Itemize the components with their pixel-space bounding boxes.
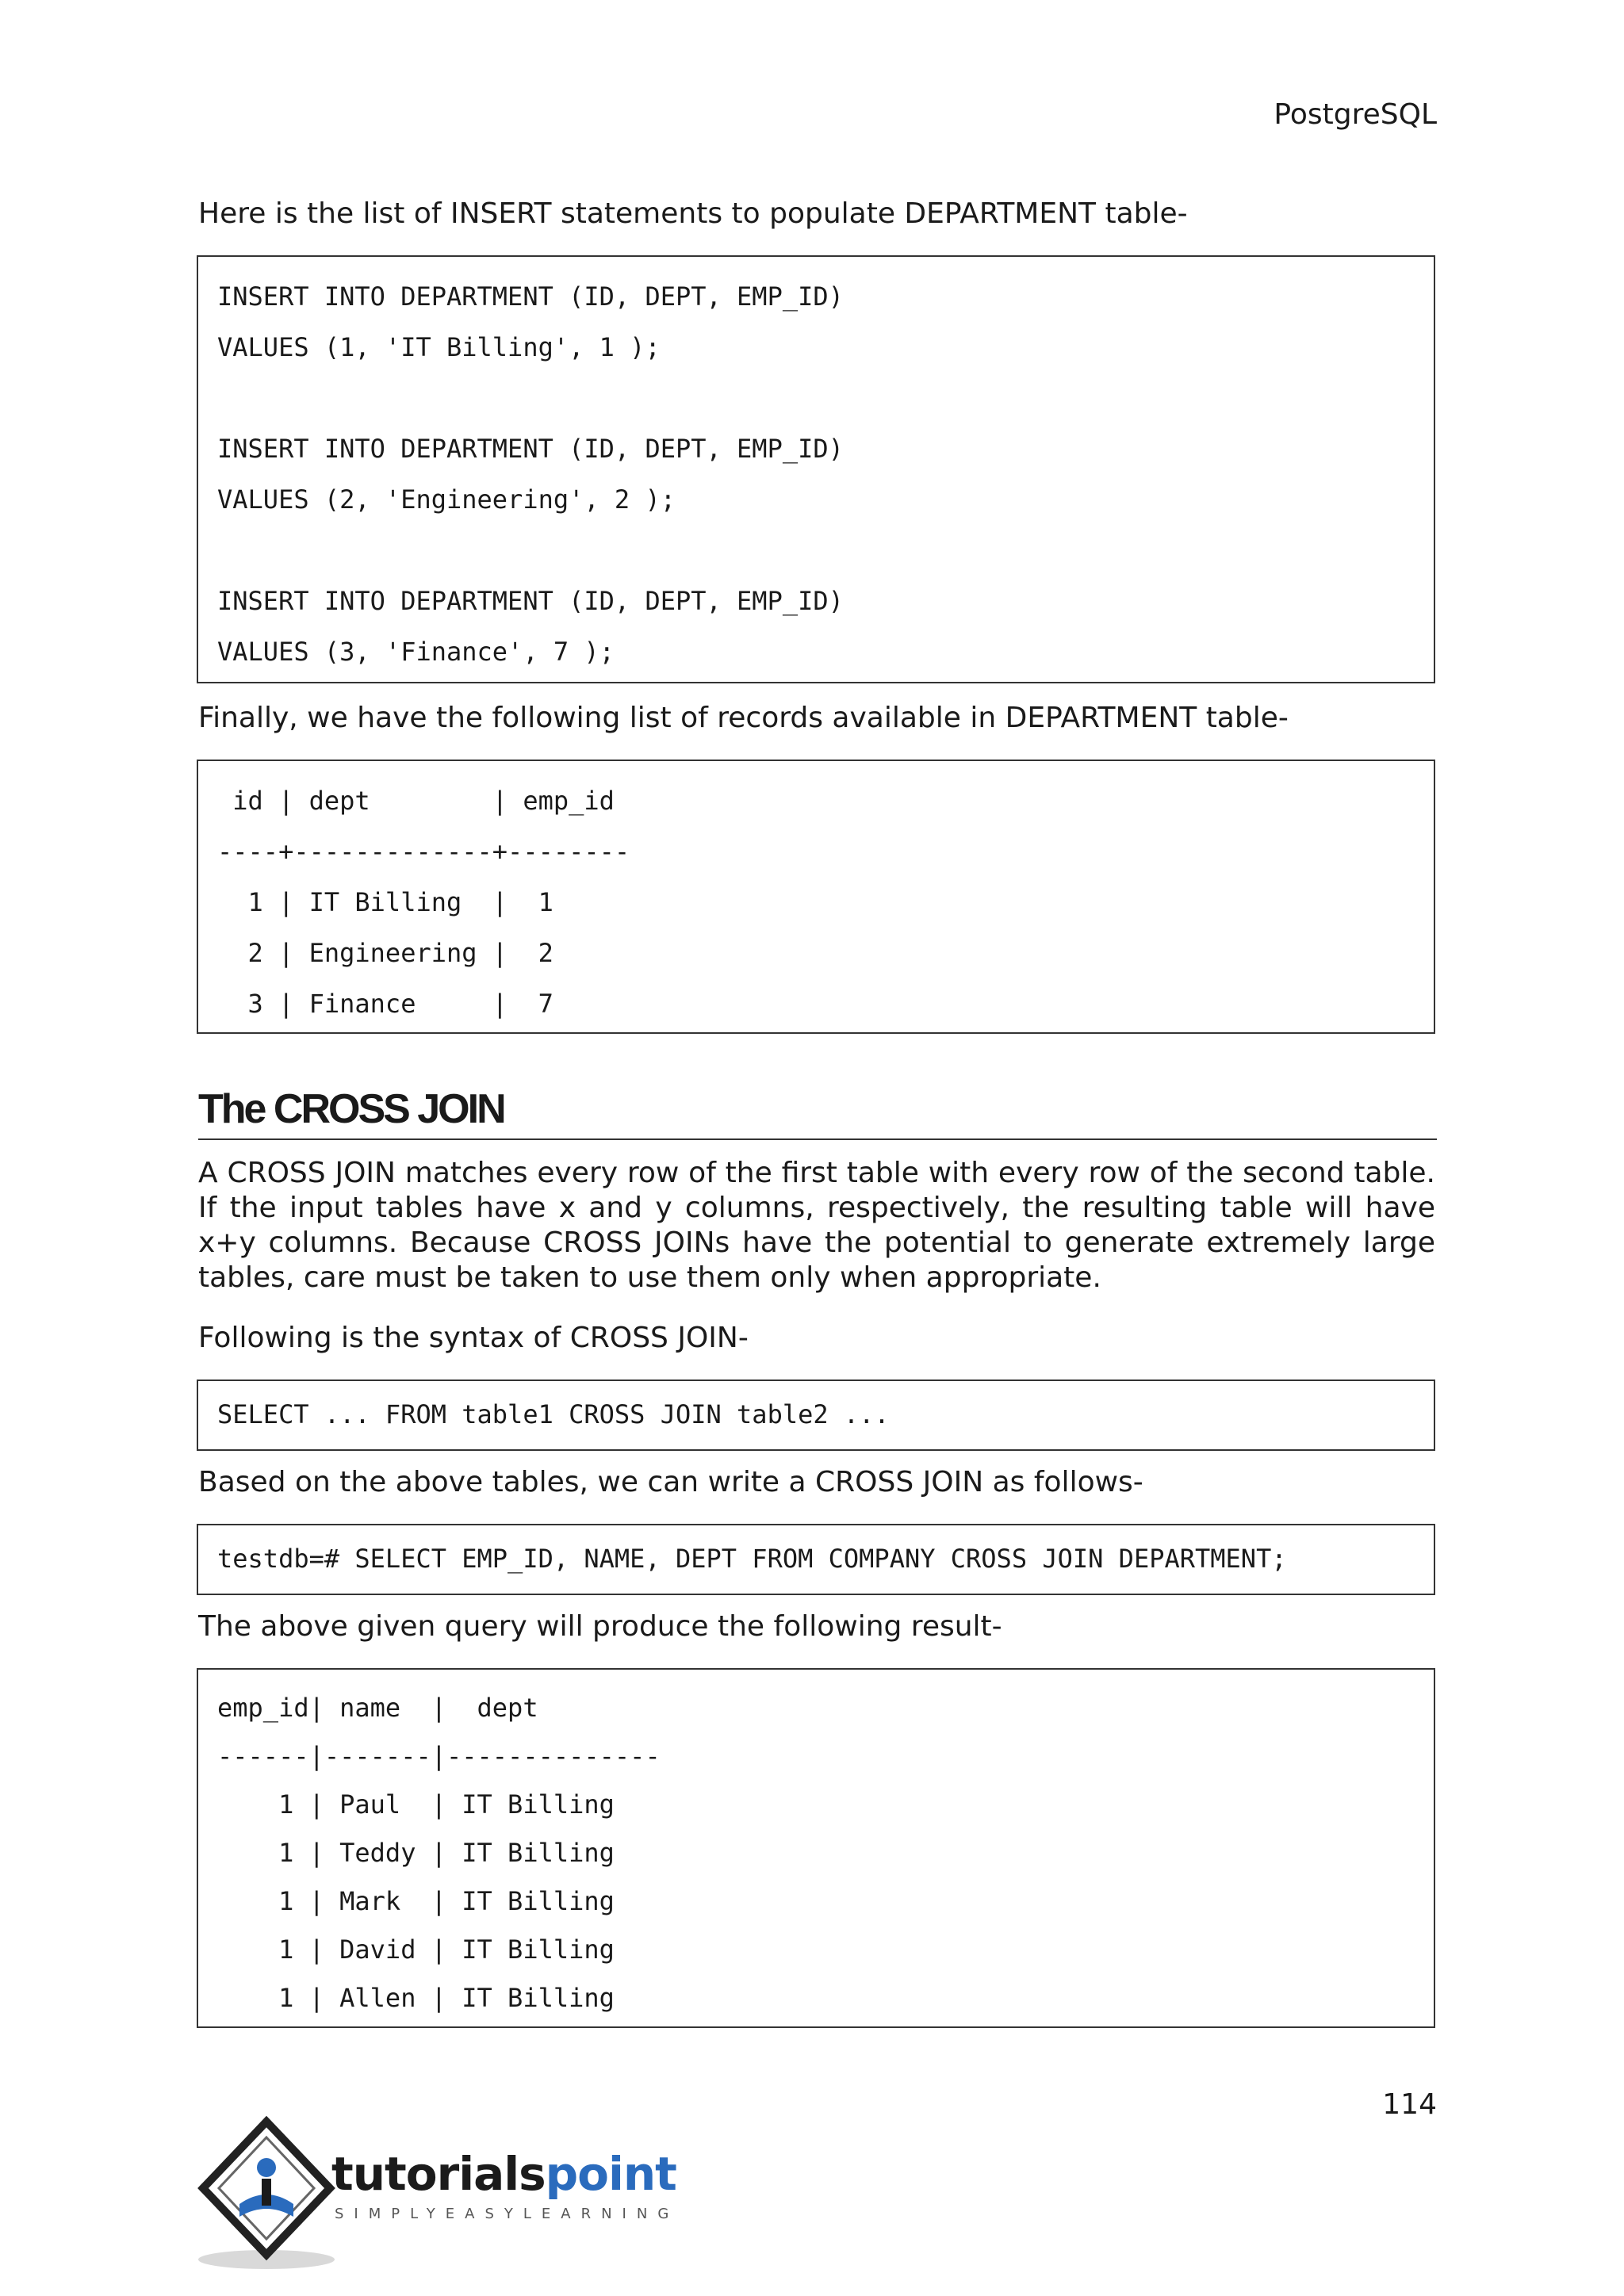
records-intro-text: Finally, we have the following list of records available in DEPARTMENT table-	[198, 702, 1289, 734]
result-table-block	[197, 1668, 1435, 2028]
tutorialspoint-logo	[193, 2115, 685, 2274]
logo-wordmark	[331, 2147, 676, 2201]
logo-tagline: SIMPLYEASYLEARNING	[335, 2206, 680, 2222]
code-line: id | dept | emp_id	[217, 786, 615, 816]
code-line: INSERT INTO DEPARTMENT (ID, DEPT, EMP_ID)	[217, 586, 844, 616]
code-line: emp_id| name | dept	[217, 1693, 538, 1723]
insert-intro-text: Here is the list of INSERT statements to populate DEPARTMENT table-	[198, 197, 1188, 230]
syntax-intro-text: Following is the syntax of CROSS JOIN-	[198, 1322, 749, 1354]
logo-diamond-icon	[193, 2115, 344, 2274]
code-line: VALUES (2, 'Engineering', 2 );	[217, 484, 676, 515]
code-line: testdb=# SELECT EMP_ID, NAME, DEPT FROM COMPANY CROSS JOIN DEPARTMENT;	[217, 1544, 1287, 1574]
code-line: 1 | Paul | IT Billing	[217, 1789, 615, 1820]
code-line: VALUES (1, 'IT Billing', 1 );	[217, 332, 661, 362]
code-line: 1 | Allen | IT Billing	[217, 1983, 615, 2013]
code-line: 1 | IT Billing | 1	[217, 887, 553, 917]
example-intro-text: Based on the above tables, we can write a CROSS JOIN as follows-	[198, 1466, 1143, 1498]
code-line: INSERT INTO DEPARTMENT (ID, DEPT, EMP_ID)	[217, 281, 844, 312]
syntax-code-block	[197, 1380, 1435, 1451]
section-heading: The CROSS JOIN	[198, 1083, 1437, 1140]
records-table-block	[197, 760, 1435, 1034]
code-line: 1 | Mark | IT Billing	[217, 1886, 615, 1916]
code-line: VALUES (3, 'Finance', 7 );	[217, 637, 615, 667]
code-line	[217, 525, 1434, 576]
logo-wordmark-part1: tutorials	[331, 2147, 546, 2201]
code-line: ------|-------|--------------	[217, 1741, 661, 1771]
section-description: A CROSS JOIN matches every row of the first table with every row of the second table. If the input tables have x and y columns, respectively, the resulting table will have x+y columns. Because CROSS JOINs have the potential to generate extremely large tables, care must be taken to use them only when appropriate.	[198, 1157, 1435, 1294]
result-intro-text: The above given query will produce the following result-	[198, 1610, 1002, 1643]
example-code-block	[197, 1524, 1435, 1595]
running-header: PostgreSQL	[1274, 98, 1437, 131]
code-line	[217, 373, 1434, 423]
page-number: 114	[1382, 2088, 1437, 2121]
code-line: INSERT INTO DEPARTMENT (ID, DEPT, EMP_ID)	[217, 434, 844, 464]
code-line: 1 | Teddy | IT Billing	[217, 1838, 615, 1868]
code-line: 3 | Finance | 7	[217, 989, 553, 1019]
insert-code-block	[197, 255, 1435, 683]
code-line: SELECT ... FROM table1 CROSS JOIN table2 ...	[217, 1399, 890, 1429]
code-line: 2 | Engineering | 2	[217, 938, 553, 968]
code-line: 1 | David | IT Billing	[217, 1934, 615, 1965]
code-line: ----+-------------+--------	[217, 836, 630, 867]
logo-wordmark-part2: point	[545, 2147, 676, 2201]
